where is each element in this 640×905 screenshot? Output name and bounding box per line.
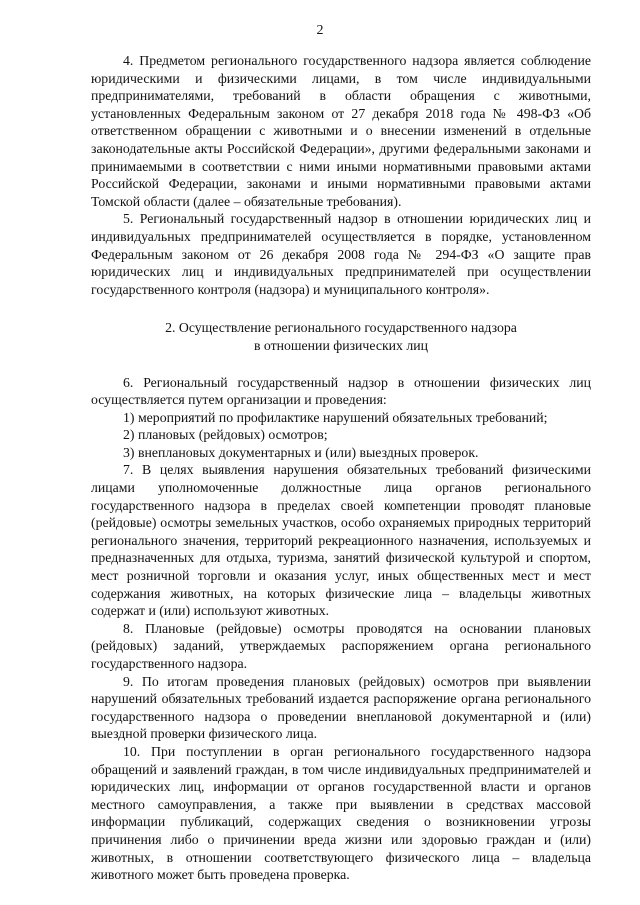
paragraph-10: 10. При поступлении в орган регионального государственного надзора обращений и заявлений граждан, в том числе индивидуальных предпринимателей и юридических лиц, информации от органов государственной власти и органов местного самоуправления, а также при выявлении в средствах массовой информации публикаций, содержащих сведения о возникновении угрозы причинения либо о причинении вреда жизни или здоровью граждан и (или) животных, в отношении соответствующего физического лица – владельца животного может быть проведена проверка. (91, 743, 591, 883)
document-body (91, 52, 591, 884)
list-item: 2) плановых (рейдовых) осмотров; (123, 427, 328, 443)
page-number: 2 (316, 23, 324, 38)
paragraph-7: 7. В целях выявления нарушения обязательных требований физическими лицами уполномоченные должностные лица органов регионального государственного надзора в пределах своей компетенции проводят плановые (рейдовые) осмотры земельных участков, особо охраняемых природных территорий регионального значения, территорий рекреационного назначения, используемых и предназначенных для отдыха, туризма, занятий физической культурой и спортом, мест розничной торговли и оказания услуг, иных общественных мест и мест содержания животных, на которых физические лица – владельцы животных содержат и (или) используют животных. (91, 462, 591, 619)
section-heading-line-1: 2. Осуществление регионального государственного надзора (165, 320, 517, 336)
list-item: 3) внеплановых документарных и (или) выездных проверок. (123, 444, 479, 460)
section-heading-line-2: в отношении физических лиц (253, 337, 429, 353)
paragraph-9: 9. По итогам проведения плановых (рейдовых) осмотров при выявлении нарушений обязательных требований издается распоряжение органа регионального государственного надзора о проведении внеплановой документарной и (или) выездной проверки физического лица. (91, 673, 591, 742)
list-item: 1) мероприятий по профилактике нарушений обязательных требований; (123, 409, 548, 425)
paragraph-5: 5. Региональный государственный надзор в отношении юридических лиц и индивидуальных предпринимателей осуществляется в порядке, установленном Федеральным законом от 26 декабря 2008 года № 294-ФЗ «О защите прав юридических лиц и индивидуальных предпринимателей при осуществлении государственного контроля (надзора) и муниципального контроля». (91, 211, 591, 297)
paragraph-4: 4. Предметом регионального государственного надзора является соблюдение юридическими и физическими лицами, в том числе индивидуальными предпринимателями, требований в области обращения с животными, установленных Федеральным законом от 27 декабря 2018 года № 498-ФЗ «Об ответственном обращении с животными и о внесении изменений в отдельные законодательные акты Российской Федерации», другими федеральными законами и принимаемыми в соответствии с ними иными нормативными правовыми актами Российской Федерации, законами и иными нормативными правовыми актами Томской области (далее – обязательные требования). (91, 53, 591, 209)
paragraph-6: 6. Региональный государственный надзор в отношении физических лиц осуществляется путем организации и проведения: (91, 374, 591, 408)
paragraph-8: 8. Плановые (рейдовые) осмотры проводятся на основании плановых (рейдовых) заданий, утверждаемых распоряжением органа регионального государственного надзора. (91, 620, 591, 671)
section-heading (91, 319, 591, 354)
